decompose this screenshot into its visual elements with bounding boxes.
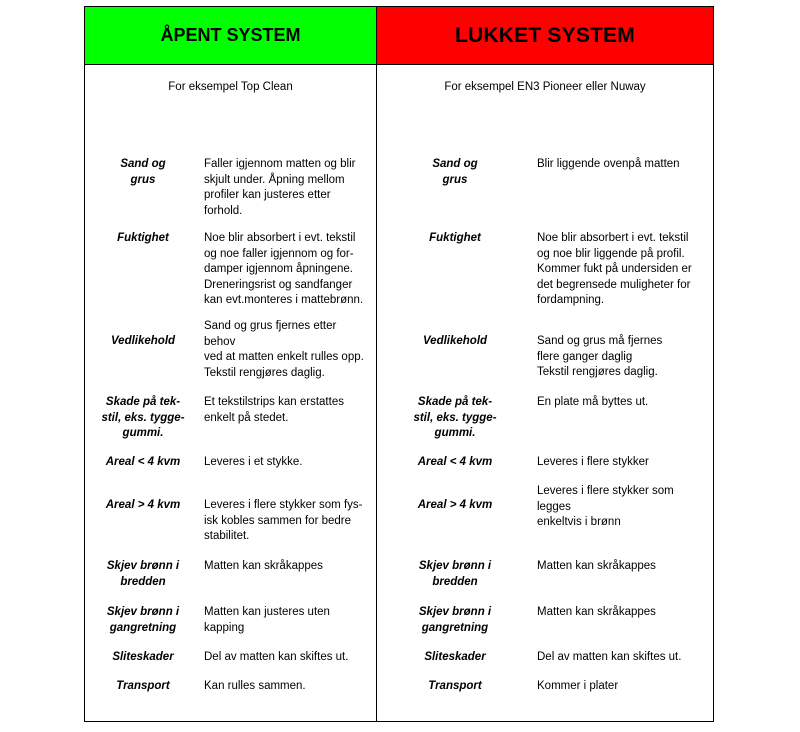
example-closed-system: For eksempel EN3 Pioneer eller Nuway bbox=[444, 81, 646, 93]
open-skjev-bredden: Matten kan skråkappes bbox=[204, 560, 323, 572]
closed-areal-over-4: Leveres i flere stykker som legges enkeltvis i brønn bbox=[537, 485, 674, 528]
row-label-areal-under-4: Areal < 4 kvm bbox=[105, 456, 181, 468]
row-label-sliteskader-closed: Sliteskader bbox=[424, 651, 486, 663]
open-sand-og-grus: Faller igjennom matten og blir skjult under. Åpning mellom profiler kan justeres etter forhold. bbox=[204, 158, 356, 217]
row-label-sand-og-grus: Sand og grus bbox=[120, 158, 166, 186]
row-label-sand-og-grus-closed: Sand og grus bbox=[432, 158, 478, 186]
closed-areal-under-4: Leveres i flere stykker bbox=[537, 456, 649, 468]
row-label-skade: Skade på tek- stil, eks. tygge- gummi. bbox=[101, 396, 185, 439]
row-label-transport: Transport bbox=[116, 680, 170, 692]
closed-transport: Kommer i plater bbox=[537, 680, 619, 692]
open-fuktighet: Noe blir absorbert i evt. tekstil og noe faller igjennom og for- damper igjennom åpningene. Dreneringsrist og sandfanger kan evt.monteres i mattebrønn. bbox=[204, 232, 364, 306]
row-label-vedlikehold-closed: Vedlikehold bbox=[422, 335, 488, 347]
row-label-skjev-gangretning: Skjev brønn i gangretning bbox=[106, 606, 180, 634]
closed-vedlikehold: Sand og grus må fjernes flere ganger daglig Tekstil rengjøres daglig. bbox=[537, 335, 663, 378]
row-label-transport-closed: Transport bbox=[428, 680, 482, 692]
closed-skjev-bredden: Matten kan skråkappes bbox=[537, 560, 656, 572]
closed-skjev-gangretning: Matten kan skråkappes bbox=[537, 606, 656, 618]
row-label-skade-closed: Skade på tek- stil, eks. tygge- gummi. bbox=[413, 396, 497, 439]
open-skjev-gangretning: Matten kan justeres uten kapping bbox=[204, 606, 330, 634]
open-sliteskader: Del av matten kan skiftes ut. bbox=[204, 651, 349, 663]
open-skade: Et tekstilstrips kan erstattes enkelt på stedet. bbox=[204, 396, 344, 424]
row-label-sliteskader: Sliteskader bbox=[112, 651, 174, 663]
open-vedlikehold: Sand og grus fjernes etter behov ved at matten enkelt rulles opp. Tekstil rengjøres daglig. bbox=[204, 320, 364, 379]
open-transport: Kan rulles sammen. bbox=[204, 680, 306, 692]
header-closed-system: LUKKET SYSTEM bbox=[377, 7, 713, 64]
row-label-fuktighet: Fuktighet bbox=[117, 232, 169, 244]
row-label-areal-under-4-closed: Areal < 4 kvm bbox=[417, 456, 493, 468]
row-label-areal-over-4-closed: Areal > 4 kvm bbox=[417, 499, 493, 511]
example-open-system: For eksempel Top Clean bbox=[168, 81, 293, 93]
open-areal-under-4: Leveres i et stykke. bbox=[204, 456, 303, 468]
header-open-system: ÅPENT SYSTEM bbox=[85, 7, 376, 64]
open-areal-over-4: Leveres i flere stykker som fys- isk kobles sammen for bedre stabilitet. bbox=[204, 499, 363, 542]
closed-fuktighet: Noe blir absorbert i evt. tekstil og noe blir liggende på profil. Kommer fukt på undersiden er det begrensede muligheter for fordampning. bbox=[537, 232, 692, 306]
header-divider bbox=[85, 64, 713, 65]
closed-skade: En plate må byttes ut. bbox=[537, 396, 649, 408]
closed-sand-og-grus: Blir liggende ovenpå matten bbox=[537, 158, 680, 170]
row-label-skjev-bredden: Skjev brønn i bredden bbox=[106, 560, 180, 588]
row-label-skjev-bredden-closed: Skjev brønn i bredden bbox=[418, 560, 492, 588]
row-label-areal-over-4: Areal > 4 kvm bbox=[105, 499, 181, 511]
row-label-skjev-gangretning-closed: Skjev brønn i gangretning bbox=[418, 606, 492, 634]
row-label-vedlikehold: Vedlikehold bbox=[110, 335, 176, 347]
row-label-fuktighet-closed: Fuktighet bbox=[429, 232, 481, 244]
closed-sliteskader: Del av matten kan skiftes ut. bbox=[537, 651, 682, 663]
